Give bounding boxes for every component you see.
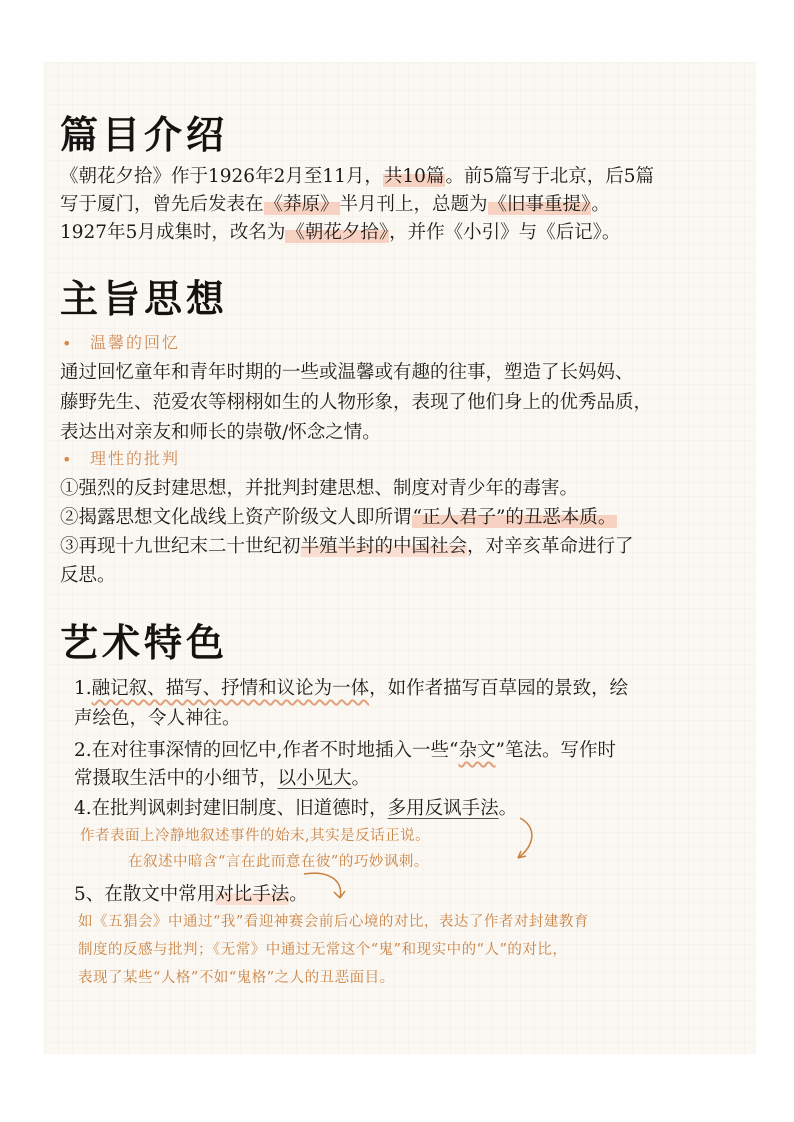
- art-item-2: [74, 736, 616, 762]
- critique-text: ②揭露思想文化战线上资产阶级文人即所谓: [60, 507, 412, 528]
- art-item-1: [74, 674, 628, 700]
- art-item-2-cont: [74, 764, 370, 790]
- section-title-art: 艺术特色: [60, 620, 229, 665]
- intro-highlight: 《朝花夕拾》: [286, 222, 389, 243]
- critique-text: ，对辛亥革命进行了: [467, 536, 634, 557]
- intro-text: 。: [591, 194, 610, 215]
- art-text: 4.在批判讽刺封建旧制度、旧道德时，: [74, 798, 388, 819]
- art-text: 。: [498, 798, 518, 819]
- art-text: ”笔法。写作时: [495, 740, 616, 761]
- critique-highlight: 半殖半封的中国社会: [300, 536, 468, 557]
- art-item-1-cont: 声绘色，令人神往。: [74, 708, 241, 729]
- intro-text: 写于厦门，曾先后发表在: [60, 194, 264, 215]
- subheading-warm-memory: 温馨的回忆: [90, 333, 181, 352]
- art-text: 。: [289, 884, 308, 905]
- art-item-4: [74, 794, 517, 820]
- critique-line-4: 反思。: [60, 565, 116, 586]
- art-highlight: 对比手法: [215, 884, 290, 905]
- art-wavy: 融记叙、描写、抒情和议论为一体: [91, 678, 370, 699]
- art-text: 。: [351, 768, 371, 789]
- critique-line-1: ①强烈的反封建思想，并批判封建思想、制度对青少年的毒害。: [60, 478, 579, 499]
- art-underline: 以小见大: [277, 768, 352, 789]
- example-note-1: 如《五猖会》中通过“我”看迎神赛会前后心境的对比，表达了作者对封建教育: [78, 914, 589, 930]
- theme-line-2: 藤野先生、范爱农等栩栩如生的人物形象，表现了他们身上的优秀品质，: [60, 392, 653, 413]
- intro-highlight: 《莽原》: [264, 194, 339, 215]
- section-title-theme: 主旨思想: [60, 276, 229, 321]
- critique-line-3: [60, 532, 634, 558]
- intro-line-1: [60, 162, 654, 188]
- example-note-3: 表现了某些“人格”不如“鬼格”之人的丑恶面目。: [78, 970, 395, 986]
- subheading-rational-critique: 理性的批判: [90, 449, 181, 468]
- bullet-icon: •: [62, 450, 72, 469]
- curved-arrow-icon: [300, 868, 352, 906]
- art-item-5: [74, 880, 308, 906]
- art-wavy: 杂文: [458, 740, 496, 761]
- intro-highlight: 共10篇: [383, 166, 445, 187]
- intro-highlight: 《旧事重提》: [488, 194, 591, 215]
- art-text: 1.: [74, 678, 92, 699]
- curved-arrow-icon: [498, 814, 542, 864]
- handwritten-note-2: 在叙述中暗含“言在此而意在彼”的巧妙讽刺。: [128, 854, 429, 870]
- handwritten-note-1: 作者表面上冷静地叙述事件的始末,其实是反话正说。: [80, 828, 431, 844]
- bullet-icon: •: [62, 334, 72, 353]
- theme-line-3: 表达出对亲友和师长的崇敬/怀念之情。: [60, 422, 381, 443]
- intro-line-2: [60, 190, 610, 216]
- intro-text: 1927年5月成集时，改名为: [60, 222, 286, 243]
- art-underline: 多用反讽手法: [387, 798, 499, 819]
- example-note-2: 制度的反感与批判；《无常》中通过无常这个“鬼”和现实中的“人”的对比，: [78, 942, 568, 958]
- intro-text: ，并作《小引》与《后记》。: [389, 222, 621, 243]
- critique-text: ③再现十九世纪末二十世纪初: [60, 536, 301, 557]
- art-text: ，如作者描写百草园的景致，绘: [369, 678, 629, 699]
- intro-text: 。前5篇写于北京，后5篇: [445, 166, 654, 187]
- art-text: 2.在对往事深情的回忆中,作者不时地插入一些“: [74, 740, 459, 761]
- intro-text: 《朝花夕拾》作于1926年2月至11月，: [60, 166, 383, 187]
- intro-text: 半月刊上，总题为: [339, 194, 488, 215]
- intro-line-3: [60, 218, 620, 244]
- section-title-intro: 篇目介绍: [60, 112, 229, 157]
- art-text: 常摄取生活中的小细节，: [74, 768, 278, 789]
- theme-line-1: 通过回忆童年和青年时期的一些或温馨或有趣的往事，塑造了长妈妈、: [60, 362, 634, 383]
- critique-highlight: “正人君子”的丑恶本质。: [412, 507, 617, 528]
- art-text: 5、在散文中常用: [74, 884, 216, 905]
- critique-line-2: [60, 503, 617, 529]
